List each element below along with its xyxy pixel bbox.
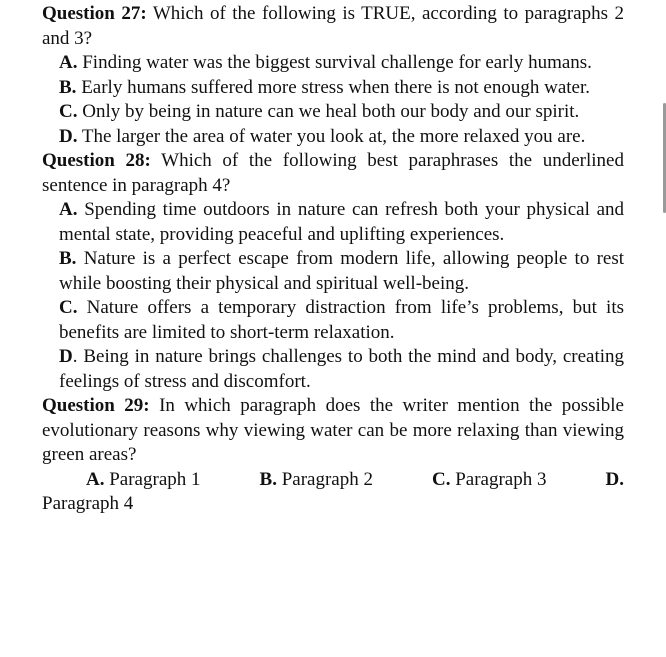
question-29-option-d[interactable] <box>606 468 624 493</box>
option-letter: A. <box>59 199 78 220</box>
option-letter: C. <box>59 101 78 122</box>
option-letter: C. <box>59 297 78 318</box>
question-28-number: Question 28: <box>42 150 151 171</box>
question-28-option-d[interactable] <box>59 345 624 394</box>
option-letter: B. <box>59 248 77 269</box>
question-27-text: Which of the following is TRUE, according to paragraphs 2 and 3? <box>42 3 624 49</box>
question-27-stem <box>42 2 624 51</box>
option-letter: A. <box>59 52 78 73</box>
option-text: Paragraph 3 <box>450 468 547 490</box>
option-text: Paragraph 1 <box>104 468 201 490</box>
question-27-option-b[interactable] <box>59 76 624 101</box>
question-27-option-c[interactable] <box>59 100 624 125</box>
question-28-option-c[interactable] <box>59 296 624 345</box>
question-29-option-a[interactable] <box>86 468 201 493</box>
option-text: Nature is a perfect escape from modern life, allowing people to rest while boosting their physical and spiritual well-being. <box>59 248 624 294</box>
question-27-option-d[interactable] <box>59 125 624 150</box>
option-letter: A. <box>86 468 105 490</box>
option-letter: C. <box>431 468 451 490</box>
question-29-option-b[interactable] <box>260 468 373 493</box>
option-text: Spending time outdoors in nature can refresh both your physical and mental state, providing peaceful and uplifting experiences. <box>59 199 624 245</box>
question-28-option-b[interactable] <box>59 247 624 296</box>
option-text: Early humans suffered more stress when there is not enough water. <box>76 76 591 98</box>
option-text: Paragraph 2 <box>276 468 373 490</box>
option-letter: B. <box>59 76 77 98</box>
option-text: Finding water was the biggest survival challenge for early humans. <box>77 52 592 73</box>
option-text: The larger the area of water you look at, the more relaxed you are. <box>77 125 586 147</box>
question-28-text: Which of the following best paraphrases the underlined sentence in paragraph 4? <box>42 150 624 196</box>
option-text: Nature offers a temporary distraction from life’s problems, but its benefits are limited to short-term relaxation. <box>59 297 624 343</box>
question-28-stem <box>42 149 624 198</box>
option-text: Only by being in nature can we heal both our body and our spirit. <box>77 101 580 122</box>
question-27-number: Question 27: <box>42 3 147 24</box>
option-letter: D. <box>605 468 624 490</box>
option-text: . Being in nature brings challenges to both the mind and body, creating feelings of stress and discomfort. <box>59 346 624 392</box>
option-letter: B. <box>259 468 277 490</box>
question-29-option-c[interactable] <box>432 468 547 493</box>
question-29-options <box>42 468 624 493</box>
question-column <box>42 2 624 517</box>
option-letter: D. <box>59 125 78 147</box>
question-29-number: Question 29: <box>42 395 150 416</box>
question-29-stem <box>42 394 624 468</box>
question-28-option-a[interactable] <box>59 198 624 247</box>
question-27-option-a[interactable] <box>59 51 624 76</box>
question-29-text: In which paragraph does the writer mention the possible evolutionary reasons why viewing water can be more relaxing than viewing green areas? <box>42 395 624 465</box>
question-29-option-d-text: Paragraph 4 <box>42 493 134 514</box>
option-letter: D <box>59 346 73 367</box>
